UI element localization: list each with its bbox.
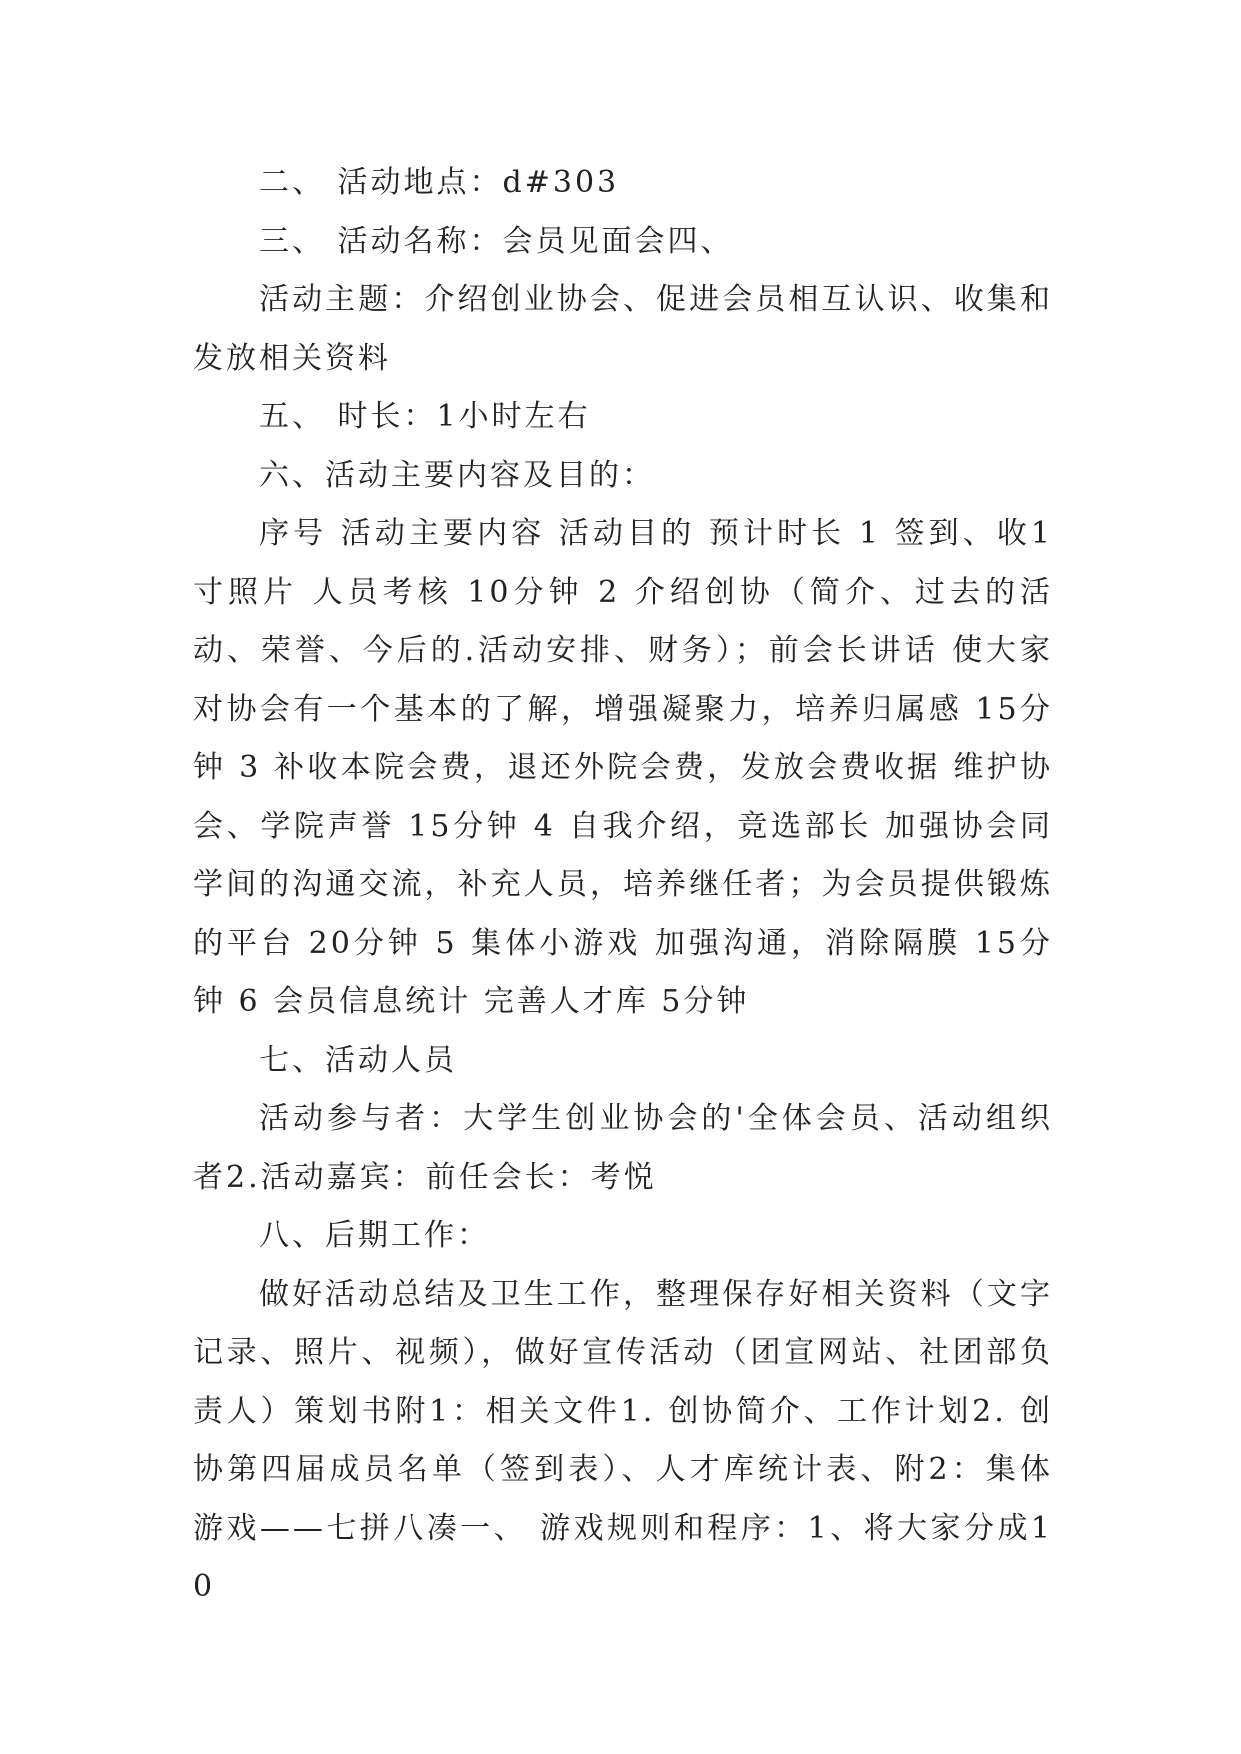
paragraph-content-heading: 六、活动主要内容及目的： bbox=[259, 457, 655, 493]
paragraph-participants: 活动参与者：大学生创业协会的'全体会员、活动组织者2.活动嘉宾：前任会长：考悦 bbox=[193, 1101, 1053, 1195]
paragraph-duration: 五、 时长：1小时左右 bbox=[259, 399, 591, 434]
paragraph-schedule: 序号 活动主要内容 活动目的 预计时长 1 签到、收1寸照片 人员考核 10分钟 2 介绍创协（简介、过去的活动、荣誉、今后的.活动安排、财务）；前会长讲话 使大家对协会有一个基本的了解，增强凝聚力，培养归属感 15分钟 3 补收本院会费，退还外院会费，发放会费收据 维护协会、学院声誉 15分钟 4 自我介绍，竞选部长 加强协会同学间的沟通交流，补充人员，培养继任者；为会员提供锻炼的平台 20分钟 5 集体小游戏 加强沟通，消除隔膜 15分钟 6 会员信息统计 完善人才库 5分钟 bbox=[193, 516, 1053, 1019]
paragraph-theme: 活动主题：介绍创业协会、促进会员相互认识、收集和发放相关资料 bbox=[193, 282, 1053, 376]
document-body bbox=[193, 154, 1053, 1617]
paragraph-people-heading: 七、活动人员 bbox=[259, 1042, 457, 1078]
paragraph-followup-heading: 八、后期工作： bbox=[259, 1218, 490, 1253]
paragraph-location: 二、 活动地点：d#303 bbox=[259, 165, 620, 200]
paragraph-name: 三、 活动名称：会员见面会四、 bbox=[259, 223, 734, 259]
paragraph-followup: 做好活动总结及卫生工作，整理保存好相关资料（文字记录、照片、视频），做好宣传活动（团宣网站、社团部负责人）策划书附1：相关文件1. 创协简介、工作计划2. 创协第四届成员名单（签到表）、人才库统计表、附2：集体游戏——七拼八凑一、 游戏规则和程序：1、将大家分成10 bbox=[193, 1276, 1053, 1604]
